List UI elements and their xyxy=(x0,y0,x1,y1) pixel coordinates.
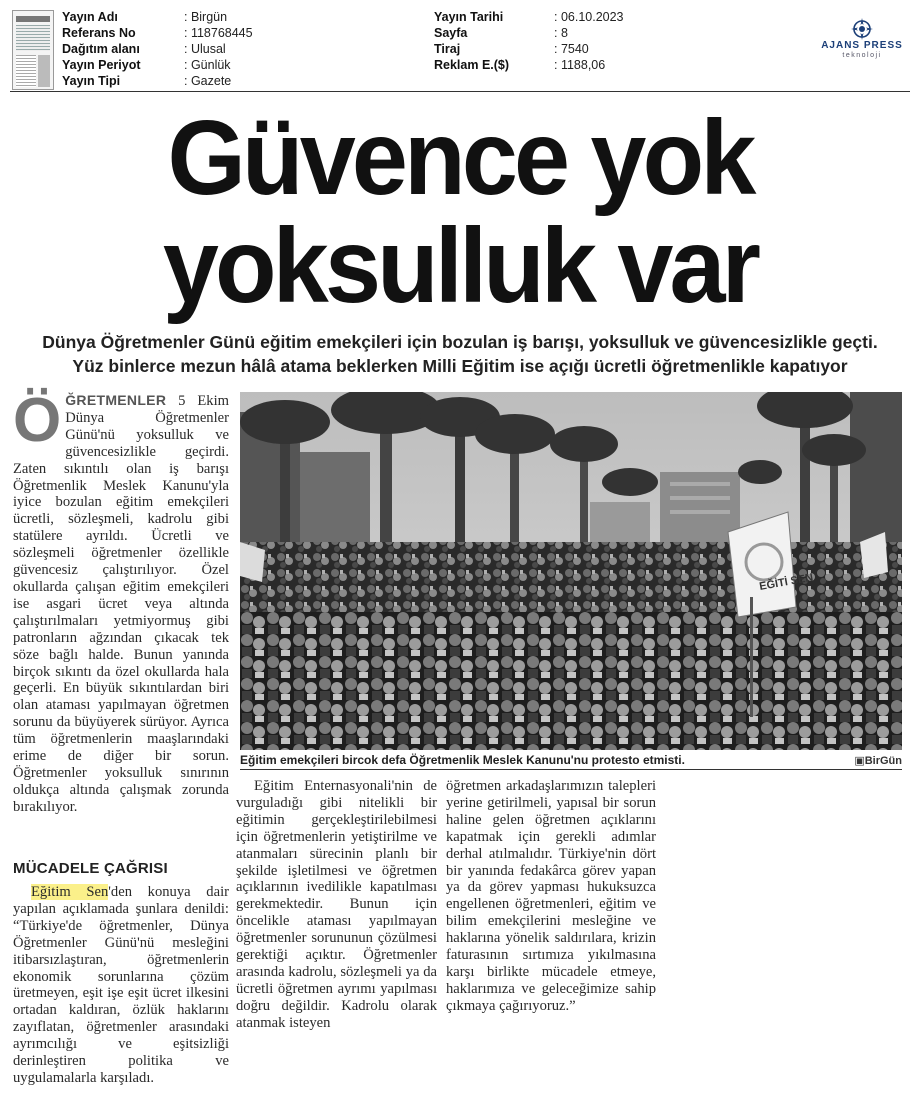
subheadline-line-1: Dünya Öğretmenler Günü eğitim emekçileri için bozulan iş barışı, yoksulluk ve güvencesizlikle geçti. xyxy=(42,332,878,352)
meta-row: Yayın Tipi : Gazete xyxy=(62,74,232,88)
photo-caption: Eğitim emekçileri bircok defa Öğretmenlik Meslek Kanunu'nu protesto etmisti. xyxy=(240,753,685,767)
meta-row: Yayın Adı : Birgün xyxy=(62,10,228,24)
article-text: 5 Ekim Dünya Öğretmenler Günü'nü yoksulluk ve güvencesizlikle geçirdi. Zaten sıkıntılı olan iş barışı Öğretmenlik Meslek Kanunu'yla iyice bozulan eğitim emekçileri ücretli, sözleşmeli, kadrolu gibi statülere ayrıldı. Ücretli ve sözleşmeli öğretmenler özellikle güvencesiz çalıştırılıyor. Özel okullarda çalışan eğitim emekçileri ise asgari ücret veya altında çalıştırılmaları yetmiyormuş gibi patronların ağzından çıkacak tek söze bağlı halde. Bunun yanında birçok sıkıntı da özel okullarda hala geçerli. En büyük sıkıntılardan biri olan ataması yapılmayan öğretmen sorunu da büyüyerek sürüyor. Ayrıca tüm öğretmenlerin maaşlarındaki erime de diğer bir sorun. Öğretmenler yoksulluk sınırının oldukça altında çalışmak zorunda bırakılıyor. xyxy=(13,393,229,815)
meta-row: Sayfa : 8 xyxy=(434,26,568,40)
article-text: Eğitim Enternasyonali'nin de vurguladığı gibi nitelikli bir eğitimin gerçekleştirilebilmesi için öğretmenlerin yetiştirilme ve atanmaları sürecinin planlı bir şekilde işletilmesi ve öğretmen açıklarının ivedilikle kapatılması gerekmektedir. Bunun için öncelikle ataması yapılmayan öğretmenler sorununun çözülmesi gerektiği açıktır. Öğretmenler arasında kadrolu, sözleşmeli ya da ücretli öğretmen ayrımı yapılması doğru değildir. Kadrolu olarak atanmak isteyen xyxy=(236,778,437,1031)
meta-row: Referans No : 118768445 xyxy=(62,26,253,40)
article-column-1-continued xyxy=(13,884,229,1087)
headline-line-2: yoksulluk var xyxy=(162,207,758,325)
photo-credit xyxy=(854,754,902,767)
subheadline xyxy=(0,330,920,378)
header-divider xyxy=(10,91,910,92)
meta-row: Yayın Tarihi : 06.10.2023 xyxy=(434,10,624,24)
drop-cap: Ö xyxy=(13,386,62,455)
lead-word: ĞRETMENLER xyxy=(65,392,167,408)
photo-credit-text: BirGün xyxy=(864,755,902,767)
meta-row: Tiraj : 7540 xyxy=(434,42,589,56)
camera-icon: ▣ xyxy=(854,755,865,767)
page-thumbnail xyxy=(12,10,54,90)
logo-subtitle: teknoloji xyxy=(842,52,882,59)
caption-rule xyxy=(240,769,902,770)
protest-photo xyxy=(240,392,902,750)
article-column-1 xyxy=(13,386,229,816)
article-column-3 xyxy=(446,778,656,1015)
article-text: öğretmen arkadaşlarımızın talepleri yerine getirilmeli, yapısal bir sorun haline gelen öğretmen açıklarını kapatmak için gerekli adımlar derhal atılmalıdır. Türkiye'nin dört bir yanında fedakârca görev yapan ya da görev yapması hukuksuzca engellenen öğretmenleri, eğitim ve bilim emekçilerini mesleğine ve haklarına yönelik saldırılara, krizin faturasının sırtımıza yıkılmasına karşı birlikte mücadele etmeye, haklarımıza ve geleceğimize sahip çıkmaya çağırıyoruz.” xyxy=(446,778,656,1014)
section-subhead: MÜCADELE ÇAĞRISI xyxy=(13,860,168,877)
publication-meta-left xyxy=(62,9,253,89)
ajans-press-logo xyxy=(812,18,912,62)
subheadline-line-2: Yüz binlerce mezun hâlâ atama beklerken Milli Eğitim ise açığı ücretli öğretmenlikle kapatıyor xyxy=(72,356,848,376)
article-text: 'den konuya dair yapılan açıklamada şunlara denildi: “Türkiye'de öğretmenler, Dünya Öğretmenler Günü'nü mesleğini itibarsızlaştıran, öğretmenlerin ekonomik sorunlarına çözüm üretmeyen, eşit işe eşit ücret ilkesini ortadan kaldıran, özlük haklarını zayıflatan, öğretmenler arasındaki ayrımcılığı ve eşitsizliği derinleştiren politika ve uygulamalarla karşıladı. xyxy=(13,884,229,1086)
meta-row: Dağıtım alanı : Ulusal xyxy=(62,42,226,56)
logo-name: AJANS PRESS xyxy=(821,40,903,51)
article-column-2 xyxy=(236,778,437,1032)
crowd-image xyxy=(240,392,902,750)
meta-row: Yayın Periyot : Günlük xyxy=(62,58,231,72)
flag-text: EĞİTİ SEN xyxy=(758,571,815,593)
publication-meta-right xyxy=(434,9,624,73)
headline xyxy=(0,99,920,325)
highlighted-union-name: Eğitim Sen xyxy=(31,884,109,900)
headline-line-1: Güvence yok xyxy=(167,99,753,217)
meta-row: Reklam E.($) : 1188,06 xyxy=(434,58,606,72)
compass-icon xyxy=(851,18,873,40)
